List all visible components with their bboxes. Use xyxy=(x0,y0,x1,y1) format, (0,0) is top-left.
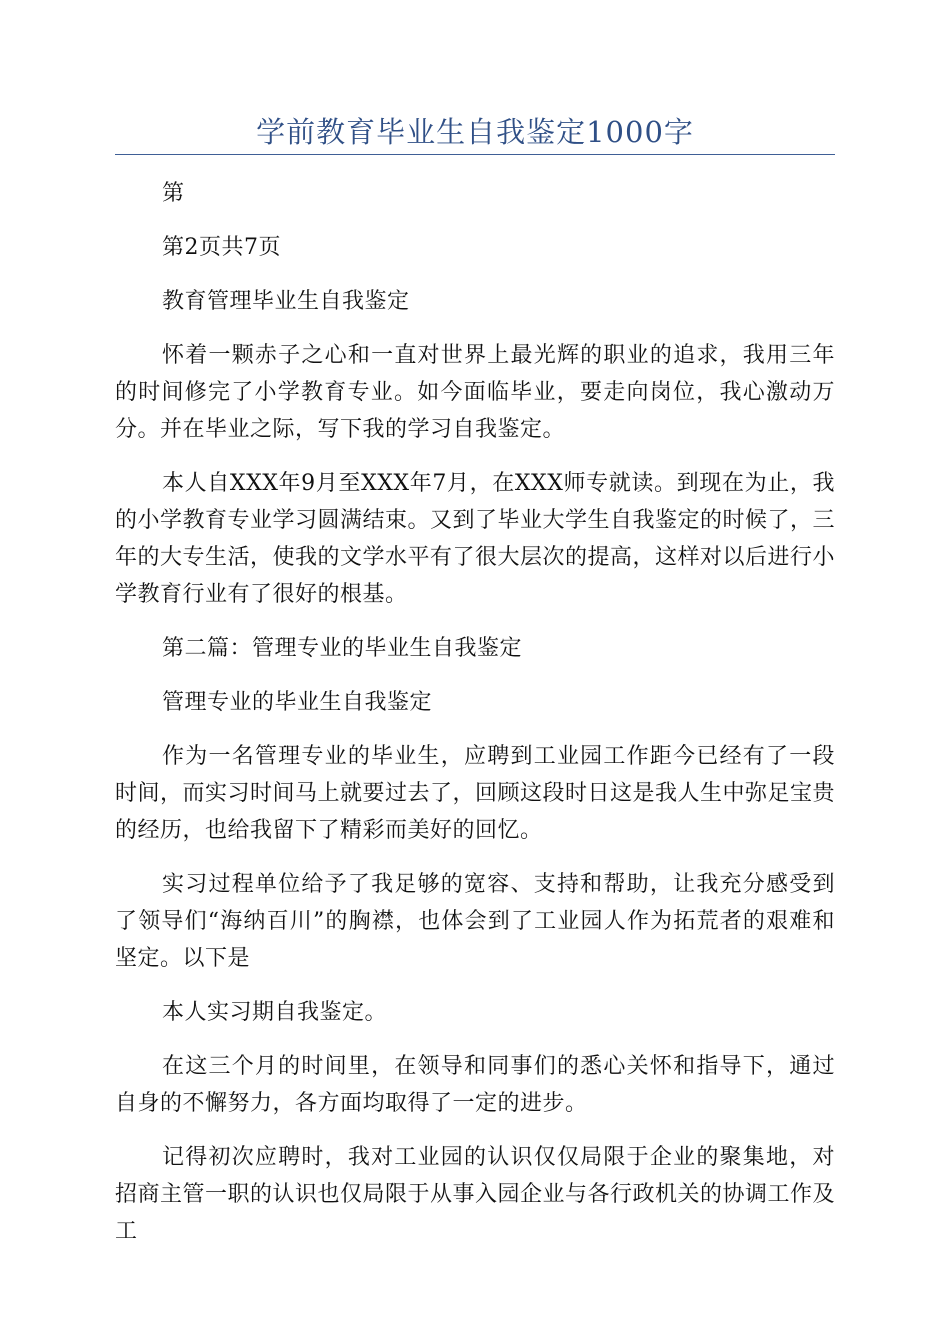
paragraph: 怀着一颗赤子之心和一直对世界上最光辉的职业的追求，我用三年的时间修完了小学教育专业。如今面临毕业，要走向岗位，我心激动万分。并在毕业之际，写下我的学习自我鉴定。 xyxy=(115,343,835,442)
document-body xyxy=(115,175,835,1267)
paragraph: 在这三个月的时间里，在领导和同事们的悉心关怀和指导下，通过自身的不懈努力，各方面均取得了一定的进步。 xyxy=(115,1054,835,1116)
paragraph: 本人自XXX年9月至XXX年7月，在XXX师专就读。到现在为止，我的小学教育专业学习圆满结束。又到了毕业大学生自我鉴定的时候了，三年的大专生活，使我的文学水平有了很大层次的提高，这样对以后进行小学教育行业有了很好的根基。 xyxy=(115,471,836,607)
paragraph-heading-education: 教育管理毕业生自我鉴定 xyxy=(162,289,410,314)
paragraph-page-count: 第2页共7页 xyxy=(162,235,281,260)
paragraph: 作为一名管理专业的毕业生，应聘到工业园工作距今已经有了一段时间，而实习时间马上就要过去了，回顾这段时日这是我人生中弥足宝贵的经历，也给我留下了精彩而美好的回忆。 xyxy=(115,744,836,843)
title-underline xyxy=(115,154,835,155)
paragraph: 本人实习期自我鉴定。 xyxy=(162,1000,388,1025)
paragraph-subheading: 管理专业的毕业生自我鉴定 xyxy=(162,690,433,715)
paragraph-page-marker: 第 xyxy=(162,181,185,206)
paragraph: 实习过程单位给予了我足够的宽容、支持和帮助，让我充分感受到了领导们“海纳百川”的胸襟，也体会到了工业园人作为拓荒者的艰难和坚定。以下是 xyxy=(115,872,835,971)
paragraph-section-heading: 第二篇：管理专业的毕业生自我鉴定 xyxy=(162,636,523,661)
paragraph: 记得初次应聘时，我对工业园的认识仅仅局限于企业的聚集地，对招商主管一职的认识也仅局限于从事入园企业与各行政机关的协调工作及工 xyxy=(115,1145,836,1244)
document-title: 学前教育毕业生自我鉴定1000字 xyxy=(256,115,694,149)
